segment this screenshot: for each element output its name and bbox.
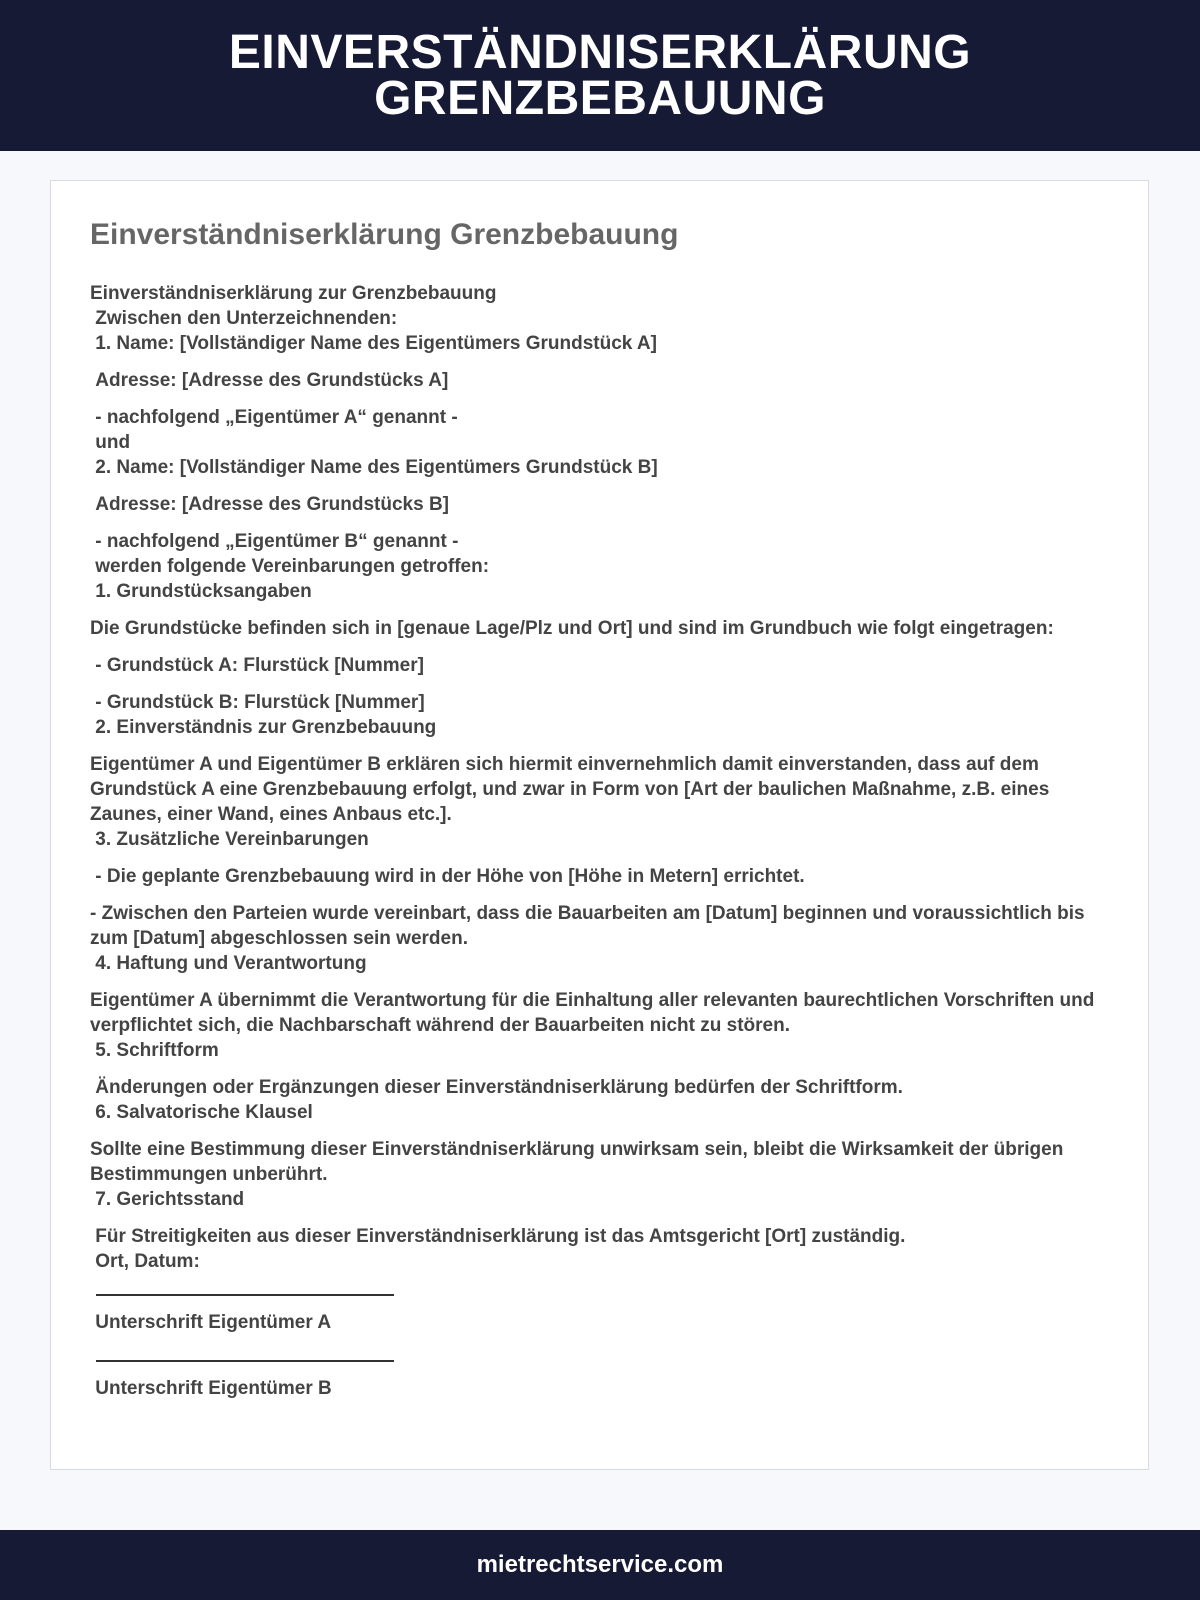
- document-line: 5. Schriftform: [90, 1040, 219, 1061]
- footer-bar: [0, 1530, 1200, 1600]
- document-line: - nachfolgend „Eigentümer A“ genannt -: [90, 407, 458, 428]
- document-line: Für Streitigkeiten aus dieser Einverständniserklärung ist das Amtsgericht [Ort] zuständig.: [90, 1226, 906, 1247]
- document-line: Änderungen oder Ergänzungen dieser Einverständniserklärung bedürfen der Schriftform.: [90, 1077, 903, 1098]
- document-line: - nachfolgend „Eigentümer B“ genannt -: [90, 531, 459, 552]
- document-line: 2. Einverständnis zur Grenzbebauung: [90, 717, 437, 738]
- banner-title: EINVERSTÄNDNISERKLÄRUNG GRENZBEBAUUNG: [228, 25, 972, 125]
- document-line: 1. Grundstücksangaben: [90, 581, 312, 602]
- signature-line-b: [96, 1360, 394, 1362]
- document-line: 2. Name: [Vollständiger Name des Eigentümers Grundstück B]: [90, 457, 658, 478]
- document-line: - Grundstück B: Flurstück [Nummer]: [90, 692, 425, 713]
- signature-label-a: Unterschrift Eigentümer A: [90, 1312, 332, 1333]
- document-line: und: [90, 432, 131, 453]
- top-banner: [0, 0, 1200, 151]
- document-line: 1. Name: [Vollständiger Name des Eigentümers Grundstück A]: [90, 333, 657, 354]
- document-line: Eigentümer A und Eigentümer B erklären sich hiermit einvernehmlich damit einverstanden, dass auf dem Grundstück A eine Grenzbebauung erfolgt, und zwar in Form von [Art der baulichen Maßnahme, z.B. eines Zaunes, einer Wand, eines Anbaus etc.].: [90, 754, 1055, 825]
- document-body: [90, 281, 1100, 1401]
- document-line: - Die geplante Grenzbebauung wird in der Höhe von [Höhe in Metern] errichtet.: [90, 866, 805, 887]
- document-line: - Grundstück A: Flurstück [Nummer]: [90, 655, 424, 676]
- document-line: 6. Salvatorische Klausel: [90, 1102, 313, 1123]
- footer-site-link[interactable]: mietrechtservice.com: [476, 1551, 724, 1578]
- document-line: Die Grundstücke befinden sich in [genaue Lage/Plz und Ort] und sind im Grundbuch wie folgt eingetragen:: [90, 618, 1054, 639]
- document-line: Einverständniserklärung zur Grenzbebauung: [90, 283, 497, 304]
- document-line: Eigentümer A übernimmt die Verantwortung für die Einhaltung aller relevanten baurechtlichen Vorschriften und verpflichtet sich, die Nachbarschaft während der Bauarbeiten nicht zu stören.: [90, 990, 1100, 1036]
- signature-label-b: Unterschrift Eigentümer B: [90, 1378, 332, 1399]
- document-line: Adresse: [Adresse des Grundstücks B]: [90, 494, 450, 515]
- document-heading: Einverständniserklärung Grenzbebauung: [90, 218, 679, 251]
- document-card: [50, 180, 1149, 1470]
- document-line: Sollte eine Bestimmung dieser Einverständniserklärung unwirksam sein, bleibt die Wirksamkeit der übrigen Bestimmungen unberührt.: [90, 1139, 1069, 1185]
- document-line: werden folgende Vereinbarungen getroffen:: [90, 556, 490, 577]
- document-line: Adresse: [Adresse des Grundstücks A]: [90, 370, 449, 391]
- document-line: Ort, Datum:: [90, 1251, 200, 1272]
- document-line: 3. Zusätzliche Vereinbarungen: [90, 829, 369, 850]
- document-line: 7. Gerichtsstand: [90, 1189, 245, 1210]
- document-line: - Zwischen den Parteien wurde vereinbart, dass die Bauarbeiten am [Datum] beginnen und voraussichtlich bis zum [Datum] abgeschlossen sein werden.: [90, 903, 1090, 949]
- signature-line-a: [96, 1294, 394, 1296]
- document-line: 4. Haftung und Verantwortung: [90, 953, 367, 974]
- document-line: Zwischen den Unterzeichnenden:: [90, 308, 398, 329]
